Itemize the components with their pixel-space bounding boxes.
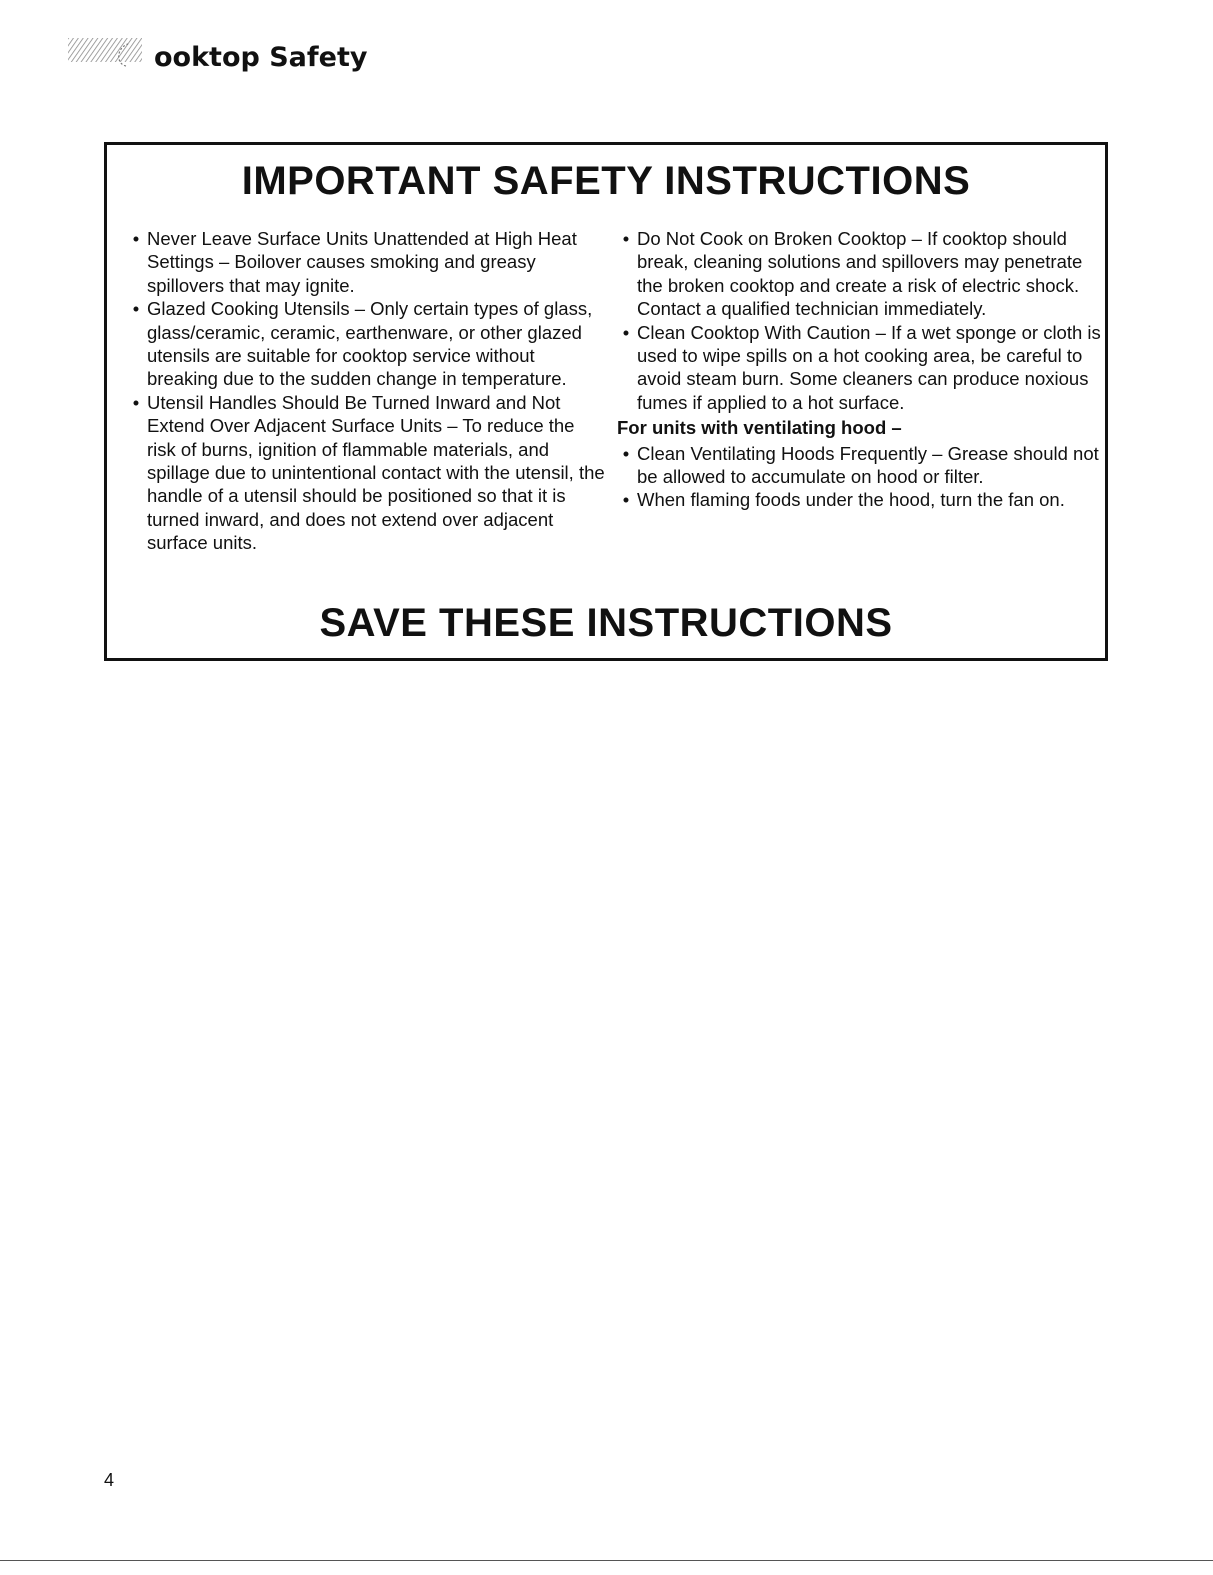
section-title: ooktop Safety (154, 41, 368, 73)
list-item-text: Utensil Handles Should Be Turned Inward and Not Extend Over Adjacent Surface Units – To reduce the risk of burns, ignition of flammable materials, and spillage due to unintentional contact with the utensil, the handle of a utensil should be positioned so that it is turned inward, and does not extend over adjacent surface units. (147, 391, 605, 554)
page-number: 4 (104, 1470, 115, 1490)
box-title: IMPORTANT SAFETY INSTRUCTIONS (241, 159, 971, 203)
right-bullet-list (617, 227, 1107, 414)
list-item-text: When flaming foods under the hood, turn the fan on. (637, 489, 1065, 511)
bottom-divider (0, 1560, 1213, 1561)
hood-bullet-list (617, 442, 1107, 512)
list-item (127, 297, 607, 391)
bullet-icon: • (622, 228, 630, 249)
list-item (617, 488, 1107, 511)
list-item-text: Glazed Cooking Utensils – Only certain types of glass, glass/ceramic, ceramic, earthenware, or other glazed utensils are suitable for cooktop service without breaking due to the sudden change in temperature. (147, 298, 593, 390)
list-item (127, 227, 607, 297)
list-item (617, 442, 1107, 489)
list-item (617, 227, 1107, 321)
box-footer: SAVE THESE INSTRUCTIONS (319, 601, 893, 645)
list-item-text: Never Leave Surface Units Unattended at High Heat Settings – Boilover causes smoking and greasy spillovers that may ignite. (147, 228, 577, 296)
list-item-text: Clean Ventilating Hoods Frequently – Grease should not be allowed to accumulate on hood or filter. (637, 442, 1099, 488)
bullet-icon: • (132, 298, 140, 320)
page-header (66, 30, 367, 72)
list-item (127, 391, 607, 555)
bullet-icon: • (622, 489, 630, 511)
list-item-text: Do Not Cook on Broken Cooktop – If cooktop should break, cleaning solutions and spillovers may penetrate the broken cooktop and create a risk of electric shock. Contact a qualified technician immediately. (637, 228, 1083, 320)
bullet-icon: • (132, 391, 140, 413)
bullet-icon: • (622, 442, 630, 464)
list-item (617, 321, 1107, 415)
right-column (617, 227, 1107, 512)
list-item-text: Clean Cooktop With Caution – If a wet sponge or cloth is used to wipe spills on a hot cooking area, be careful to avoid steam burn. Some cleaners can produce noxious fumes if applied to a hot surface. (637, 321, 1101, 413)
safety-instructions-box (104, 142, 1108, 661)
section-graphic-icon (66, 34, 146, 68)
hood-subheading: For units with ventilating hood – (617, 417, 902, 439)
bullet-icon: • (622, 321, 630, 343)
bullet-icon: • (132, 228, 140, 249)
left-bullet-list (127, 227, 607, 555)
left-column (127, 227, 607, 555)
